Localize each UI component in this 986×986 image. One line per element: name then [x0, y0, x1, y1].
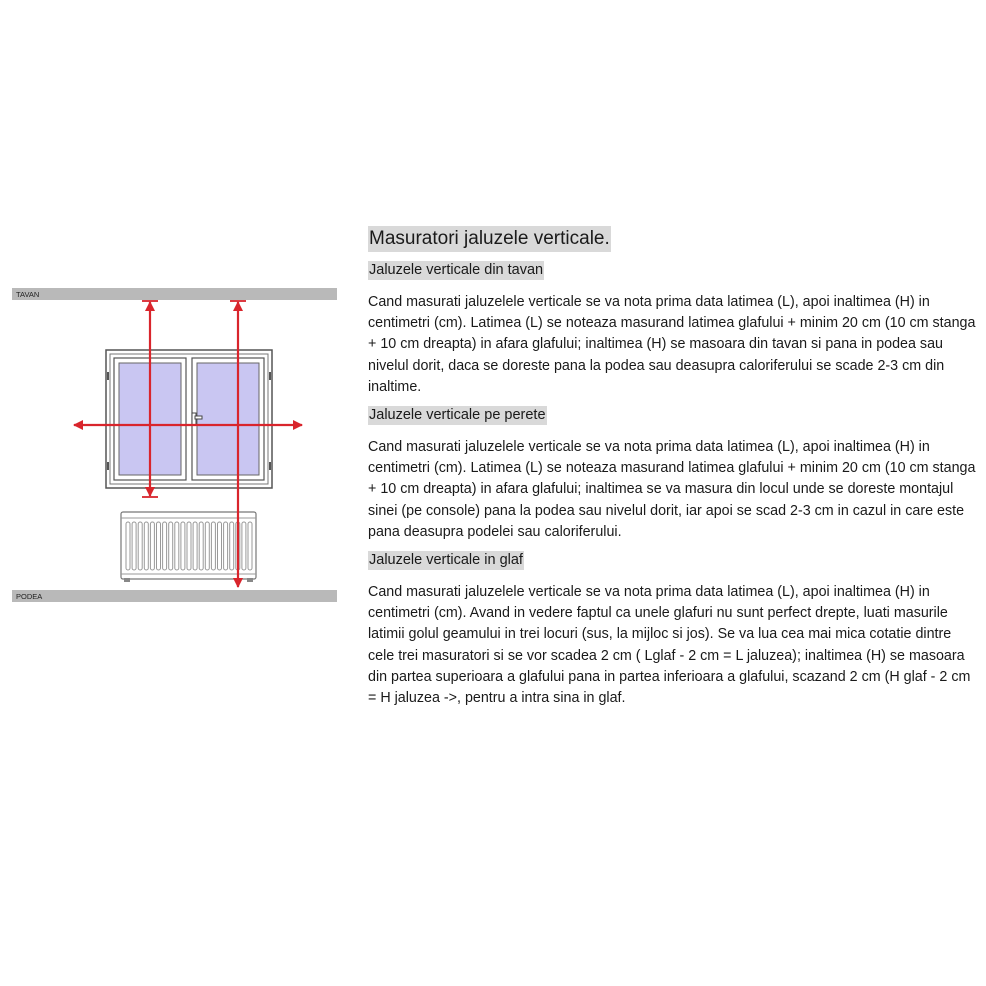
radiator-fin — [193, 522, 197, 570]
radiator-fin — [218, 522, 222, 570]
radiator-fin — [224, 522, 228, 570]
text-column — [368, 226, 976, 717]
section-frame — [368, 551, 976, 709]
radiator-fin — [163, 522, 167, 570]
radiator-fin — [205, 522, 209, 570]
radiator-fin — [132, 522, 136, 570]
radiator-fin — [157, 522, 161, 570]
floor-label: PODEA — [16, 592, 43, 601]
radiator-fin — [248, 522, 252, 570]
floor-band — [12, 590, 337, 602]
radiator-fin — [169, 522, 173, 570]
section-text: Cand masurati jaluzelele verticale se va nota prima data latimea (L), apoi inaltimea (H) in centimetri (cm). Latimea (L) se noteaza masurand latimea glafului + minim 20 cm (10 cm stanga + 10 cm dreapta) in afara glafului; inaltimea (H) se masoara din tavan si pana in podea sau nivelul dorit, daca se doreste pana la podea sau deasupra caloriferului se scade 2-3 cm din inaltime. — [368, 294, 976, 395]
radiator-fin — [150, 522, 154, 570]
section-heading: Jaluzele verticale in glaf — [369, 552, 523, 569]
radiator-fin — [242, 522, 246, 570]
section-ceiling — [368, 261, 976, 398]
section-text: Cand masurati jaluzelele verticale se va nota prima data latimea (L), apoi inaltimea (H) in centimetri (cm). Avand in vedere faptul ca unele glafuri nu sunt perfect drepte, luati masurile latimii golul geamului in trei locuri (sus, la mijloc si jos). Se va lua cea mai mica cotatie dintre cele trei masuratori si se vor scadea 2 cm ( Lglaf - 2 cm = L jaluzea); inaltimea (H) se masoara din partea superioara a glafului pana in partea inferioara a glafului, scazand 2 cm (H glaf - 2 cm = H jaluzea ->, pentru a intra sina in glaf. — [368, 584, 971, 707]
radiator — [121, 512, 256, 582]
page-title: Masuratori jaluzele verticale. — [368, 226, 611, 252]
section-wall — [368, 406, 976, 543]
section-heading: Jaluzele verticale pe perete — [369, 407, 546, 424]
window — [106, 350, 272, 488]
right-glass — [197, 363, 259, 475]
radiator-fin — [199, 522, 203, 570]
radiator-fin — [144, 522, 148, 570]
radiator-fin — [181, 522, 185, 570]
radiator-fin — [175, 522, 179, 570]
section-heading: Jaluzele verticale din tavan — [369, 262, 544, 278]
radiator-fin — [187, 522, 191, 570]
section-text: Cand masurati jaluzelele verticale se va nota prima data latimea (L), apoi inaltimea (H) in centimetri (cm). Latimea (L) se noteaza masurand latimea glafului + minim 20 cm (10 cm stanga + 10 cm dreapta) in afara glafului; inaltimea se va masura din locul unde se doreste montajul sinei (pe console) pana la podea sau nivelul dorit, iar apoi se scad 2-3 cm in cazul in care este pana deasupra podelei sau caloriferului. — [368, 439, 976, 540]
ceiling-label: TAVAN — [16, 290, 40, 299]
radiator-fin — [211, 522, 215, 570]
radiator-fin — [230, 522, 234, 570]
measurement-diagram — [0, 0, 360, 620]
ceiling-band — [12, 288, 337, 300]
radiator-fin — [138, 522, 142, 570]
radiator-fin — [126, 522, 130, 570]
